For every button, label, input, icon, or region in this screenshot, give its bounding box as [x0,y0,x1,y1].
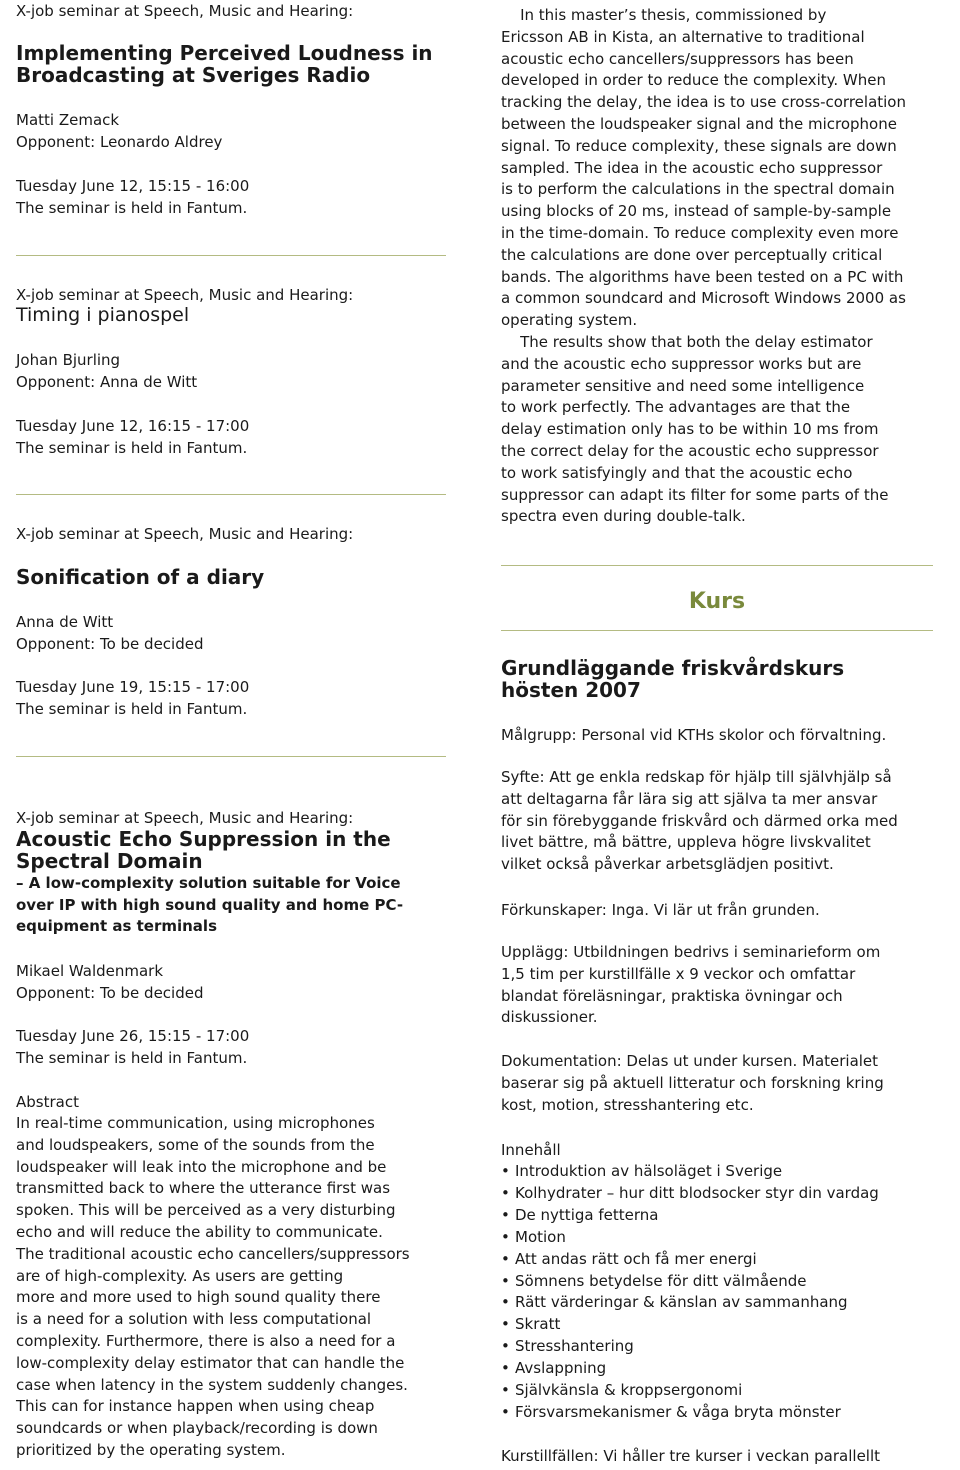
seminar-time: Tuesday June 12, 15:15 - 16:00 [16,177,250,195]
abstract-line: spoken. This will be perceived as a very disturbing [16,1201,396,1220]
list-item [501,1380,933,1402]
seminar-location: The seminar is held in Fantum. [16,700,248,718]
seminar-location: The seminar is held in Fantum. [16,199,248,217]
list-item [501,1183,933,1205]
abstract-line: and the acoustic echo suppressor works but are [501,354,862,373]
seminar-title: Acoustic Echo Suppression in the [16,827,391,851]
seminar-label: X-job seminar at Speech, Music and Hearing: [16,525,354,543]
bullet-icon: • [501,1249,510,1268]
course-documentation-line: kost, motion, stresshantering etc. [501,1095,754,1114]
abstract-line: developed in order to reduce the complexity. When [501,71,886,90]
course-documentation-line: Dokumentation: Delas ut under kursen. Materialet [501,1052,879,1070]
course-title: Grundläggande friskvårdskurs [501,656,845,680]
bullet-icon: • [501,1402,510,1421]
abstract-line: transmitted back to where the utterance first was [16,1179,391,1198]
list-item [501,1292,933,1314]
divider [501,565,933,566]
seminar-opponent: Opponent: Leonardo Aldrey [16,133,223,151]
abstract-line: echo and will reduce the ability to communicate. [16,1222,383,1241]
list-item [501,1161,933,1183]
abstract-line: sampled. The idea in the acoustic echo suppressor [501,158,883,177]
bullet-icon: • [501,1315,510,1334]
abstract-line: loudspeaker will leak into the microphone and be [16,1157,387,1176]
bullet-icon: • [501,1183,510,1202]
list-item [501,1227,933,1249]
list-item-text: Motion [515,1227,566,1246]
abstract-line: acoustic echo cancellers/suppressors has been [501,49,854,68]
bullet-icon: • [501,1271,510,1290]
seminar-location: The seminar is held in Fantum. [16,439,248,457]
course-prerequisites: Förkunskaper: Inga. Vi lär ut från grunden. [501,901,820,919]
seminar-title: Broadcasting at Sveriges Radio [16,63,371,87]
course-purpose-line: livet bättre, må bättre, uppleva högre livskvalitet [501,833,871,852]
seminar-subtitle: equipment as terminals [16,917,217,935]
seminar-time: Tuesday June 26, 15:15 - 17:00 [16,1027,250,1045]
divider [16,756,446,757]
abstract-line: Ericsson AB in Kista, an alternative to traditional [501,27,865,46]
course-documentation [501,1051,933,1116]
abstract-line: is to perform the calculations in the spectral domain [501,180,895,199]
course-purpose-line: för sin förebyggande friskvård och därmed orka med [501,811,898,830]
list-item-text: Kolhydrater – hur ditt blodsocker styr din vardag [515,1183,879,1202]
divider [16,255,446,256]
list-item-text: Introduktion av hälsoläget i Sverige [515,1162,783,1180]
abstract-line: are of high-complexity. As users are getting [16,1266,344,1285]
seminar-author: Johan Bjurling [16,351,121,369]
abstract-line: low-complexity delay estimator that can handle the [16,1353,405,1372]
bullet-icon: • [501,1227,510,1246]
abstract-line: in the time-domain. To reduce complexity even more [501,223,899,242]
course-sessions: Kurstillfällen: Vi håller tre kurser i veckan parallellt [501,1447,881,1465]
abstract-line: to work perfectly. The advantages are that the [501,398,851,417]
seminar-opponent: Opponent: To be decided [16,984,204,1002]
course-structure-line: 1,5 tim per kurstillfälle x 9 veckor och omfattar [501,964,856,983]
divider [16,494,446,495]
abstract-line: spectra even during double-talk. [501,507,746,526]
course-purpose-line: att deltagarna får lära sig att själva ta mer ansvar [501,789,878,808]
list-item-text: De nyttiga fetterna [515,1205,659,1224]
abstract-line: prioritized by the operating system. [16,1440,286,1459]
seminar-time: Tuesday June 19, 15:15 - 17:00 [16,678,250,696]
seminar-title: Sonification of a diary [16,565,265,589]
list-item-text: Stresshantering [515,1337,634,1356]
seminar-opponent: Opponent: Anna de Witt [16,373,198,391]
course-title: hösten 2007 [501,678,641,702]
seminar-subtitle: – A low-complexity solution suitable for Voice [16,874,401,892]
abstract-line: In this master’s thesis, commissioned by [501,6,827,24]
list-item [501,1314,933,1336]
abstract-line: operating system. [501,311,638,330]
abstract-line: case when latency in the system suddenly changes. [16,1375,408,1394]
abstract-text-continued [501,5,933,528]
bullet-icon: • [501,1205,510,1224]
abstract-line: to work satisfyingly and that the acoustic echo [501,463,853,482]
course-content-heading: Innehåll [501,1141,561,1159]
list-item-text: Avslappning [515,1359,607,1378]
course-purpose [501,767,933,876]
course-content-list [501,1161,933,1424]
course-purpose-line: vilket också påverkar arbetsglädjen positivt. [501,855,834,874]
seminar-time: Tuesday June 12, 16:15 - 17:00 [16,417,250,435]
abstract-line: signal. To reduce complexity, these signals are down [501,136,897,155]
abstract-line: using blocks of 20 ms, instead of sample-by-sample [501,202,892,221]
list-item [501,1205,933,1227]
divider [501,630,933,631]
list-item-text: Sömnens betydelse för ditt välmående [515,1271,807,1290]
list-item-text: Skratt [515,1315,561,1334]
abstract-heading: Abstract [16,1093,79,1111]
kurs-heading: Kurs [688,589,746,614]
seminar-title: Timing i pianospel [16,304,190,326]
seminar-title: Implementing Perceived Loudness in [16,41,433,65]
list-item [501,1336,933,1358]
list-item [501,1358,933,1380]
abstract-line: the correct delay for the acoustic echo suppressor [501,441,879,460]
abstract-line: The traditional acoustic echo cancellers/suppressors [16,1244,410,1263]
bullet-icon: • [501,1359,510,1378]
bullet-icon: • [501,1381,510,1400]
abstract-line: the calculations are done over perceptually critical [501,245,883,264]
list-item-text: Rätt värderingar & känslan av sammanhang [515,1293,848,1312]
course-purpose-line: Syfte: Att ge enkla redskap för hjälp till självhjälp så [501,768,892,786]
seminar-author: Mikael Waldenmark [16,962,164,980]
abstract-line: bands. The algorithms have been tested on a PC with [501,267,904,286]
list-item-text: Självkänsla & kroppsergonomi [515,1381,743,1400]
abstract-line: parameter sensitive and need some intelligence [501,376,865,395]
course-structure-line: diskussioner. [501,1008,598,1027]
bullet-icon: • [501,1162,510,1180]
abstract-line: tracking the delay, the idea is to use cross-correlation [501,93,906,112]
seminar-title: Spectral Domain [16,849,203,873]
abstract-line: suppressor can adapt its filter for some parts of the [501,485,889,504]
abstract-line: a common soundcard and Microsoft Windows 2000 as [501,289,906,308]
seminar-label: X-job seminar at Speech, Music and Hearing: [16,2,354,20]
bullet-icon: • [501,1293,510,1312]
abstract-line: more and more used to high sound quality there [16,1288,381,1307]
abstract-line: delay estimation only has to be within 10 ms from [501,420,879,439]
list-item-text: Att andas rätt och få mer energi [515,1249,757,1268]
list-item [501,1249,933,1271]
abstract-line: In real-time communication, using microphones [16,1114,375,1132]
abstract-line: is a need for a solution with less computational [16,1310,372,1329]
abstract-line: This can for instance happen when using cheap [16,1397,375,1416]
abstract-text [16,1113,448,1462]
list-item [501,1271,933,1293]
abstract-line: soundcards or when playback/recording is down [16,1419,378,1438]
list-item-text: Försvarsmekanismer & våga bryta mönster [515,1402,841,1421]
abstract-line: between the loudspeaker signal and the microphone [501,114,897,133]
course-structure-line: Upplägg: Utbildningen bedrivs i seminarieform om [501,943,881,961]
abstract-line: The results show that both the delay estimator [501,332,873,351]
course-structure-line: blandat föreläsningar, praktiska övningar och [501,986,843,1005]
seminar-author: Anna de Witt [16,613,114,631]
course-target-group: Målgrupp: Personal vid KTHs skolor och förvaltning. [501,726,887,744]
seminar-subtitle: over IP with high sound quality and home PC- [16,896,404,914]
course-structure [501,942,933,1029]
abstract-line: and loudspeakers, some of the sounds from the [16,1135,375,1154]
seminar-location: The seminar is held in Fantum. [16,1049,248,1067]
course-documentation-line: baserar sig på aktuell litteratur och forskning kring [501,1073,884,1092]
bullet-icon: • [501,1337,510,1356]
list-item [501,1402,933,1424]
seminar-opponent: Opponent: To be decided [16,635,204,653]
seminar-label: X-job seminar at Speech, Music and Hearing: [16,286,354,304]
abstract-line: complexity. Furthermore, there is also a need for a [16,1331,396,1350]
seminar-label: X-job seminar at Speech, Music and Hearing: [16,809,354,827]
seminar-author: Matti Zemack [16,111,120,129]
